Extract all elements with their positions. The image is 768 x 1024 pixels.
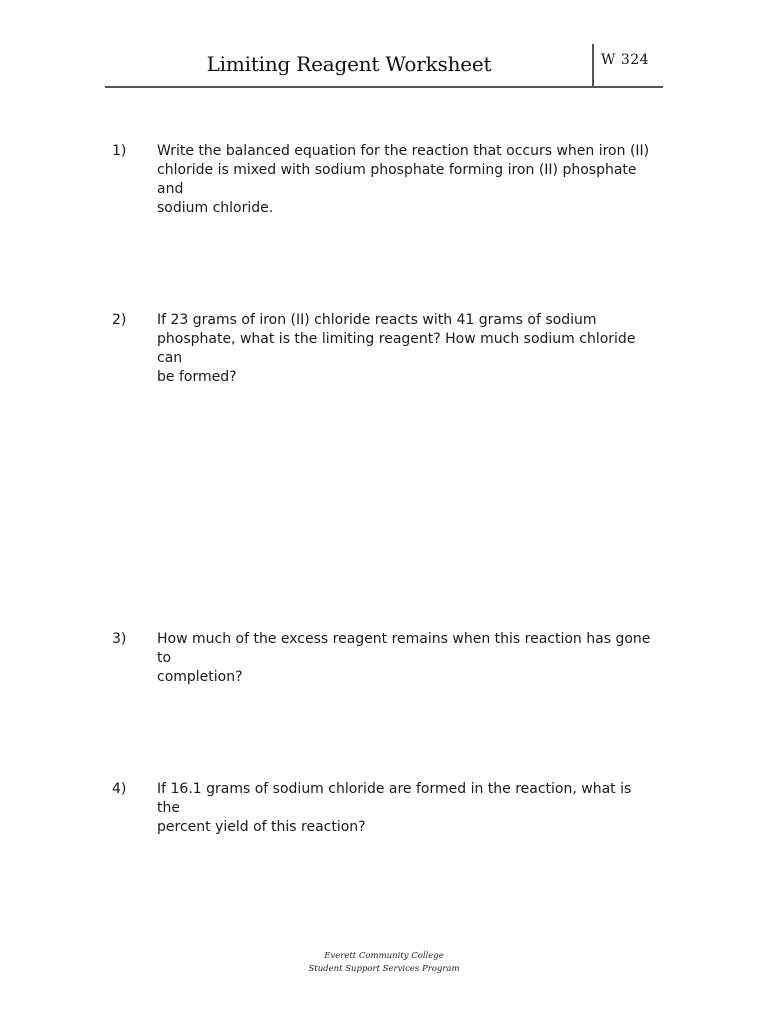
question-text: If 16.1 grams of sodium chloride are formed in the reaction, what is the percent yield of this reaction? [157, 781, 632, 835]
footer [0, 950, 768, 976]
question-number: 4) [112, 781, 127, 797]
worksheet-code-box [592, 44, 665, 86]
question-text: Write the balanced equation for the reaction that occurs when iron (II) chloride is mixed with sodium phosphate forming iron (II) phosphate and sodium chloride. [157, 143, 650, 216]
footer-college: Everett Community College [324, 951, 444, 961]
footer-program: Student Support Services Program [308, 964, 460, 974]
question-text: If 23 grams of iron (II) chloride reacts with 41 grams of sodium phosphate, what is the limiting reagent? How much sodium chloride can be formed? [157, 312, 636, 385]
question-3 [112, 630, 652, 687]
question-number: 3) [112, 631, 127, 647]
question-2 [112, 311, 652, 387]
question-number: 1) [112, 143, 127, 159]
question-4 [112, 780, 652, 837]
page-title: Limiting Reagent Worksheet [206, 52, 492, 76]
question-1 [112, 142, 652, 218]
question-text: How much of the excess reagent remains when this reaction has gone to completion? [157, 631, 651, 685]
worksheet-code: W 324 [601, 52, 650, 68]
worksheet-header [105, 44, 663, 88]
question-number: 2) [112, 312, 127, 328]
